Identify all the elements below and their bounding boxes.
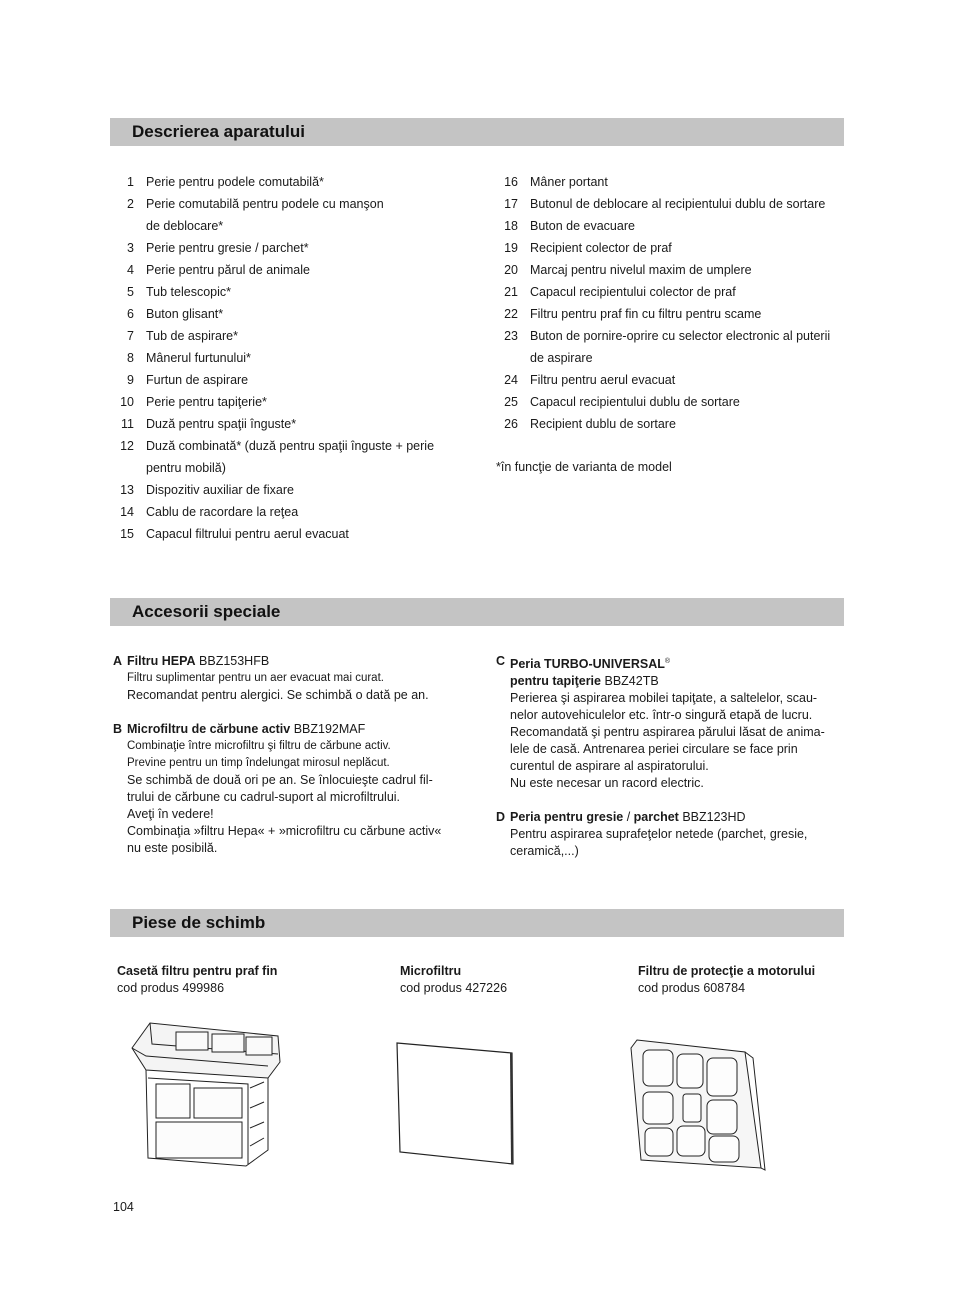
item-number: 25 [504,395,518,409]
accessory-code: BBZ123HD [682,810,746,825]
list-item [494,193,826,215]
list-item [110,391,267,413]
accessory-desc: Perierea şi aspirarea mobilei tapiţate, a saltelelor, scau- [510,691,818,706]
item-label: Perie pentru gresie / parchet* [146,241,309,255]
item-number: 1 [127,175,134,189]
list-item [494,369,676,391]
section-header-description [110,118,844,146]
list-item [110,523,349,545]
accessory-name: Peria pentru gresie [510,810,624,825]
page-number: 104 [113,1200,134,1214]
spare-part-3 [638,963,815,997]
item-number: 16 [504,175,518,189]
item-number: 13 [120,483,134,497]
parts-list-right [494,171,831,435]
name-separator: / [623,810,634,825]
item-label-continued: pentru mobilă) [146,461,226,475]
item-label: Capacul recipientului colector de praf [530,285,736,299]
accessory-a [113,653,441,857]
section-title: Accesorii speciale [132,602,281,621]
list-item [110,171,324,193]
accessory-name-2: pentru tapiţerie [510,674,601,689]
item-label: Mânerul furtunului* [146,351,251,365]
item-label: Perie pentru părul de animale [146,263,310,277]
item-label: Buton de evacuare [530,219,635,233]
item-number: 21 [504,285,518,299]
accessory-code: BBZ42TB [604,674,659,689]
item-number: 24 [504,373,518,387]
spare-part-code: cod produs 608784 [638,981,746,995]
accessory-c [496,653,825,860]
list-item [110,435,435,457]
item-number: 3 [127,241,134,255]
accessory-desc: ceramică,...) [510,844,579,859]
accessory-desc: Se schimbă de două ori pe an. Se înlocuieşte cadrul fil- [127,773,433,787]
spare-part-title: Microfiltru [400,964,462,978]
item-label: Tub telescopic* [146,285,231,299]
item-label: Buton de pornire-oprire cu selector electronic al puterii [530,329,831,343]
accessory-name: Filtru HEPA [127,654,196,668]
item-number: 20 [504,263,518,277]
list-item [110,259,310,281]
item-number: 15 [120,527,134,541]
parts-list-left [110,171,435,545]
item-label: Perie pentru podele comutabilă* [146,175,324,189]
item-number: 2 [127,197,134,211]
list-item [494,259,752,281]
spare-part-1 [117,963,277,997]
item-number: 12 [120,439,134,453]
item-label: Cablu de racordare la reţea [146,505,299,519]
item-label: Filtru pentru aerul evacuat [530,373,676,387]
list-item [494,281,736,303]
accessory-desc: Nu este necesar un racord electric. [510,776,704,791]
list-item [110,369,249,391]
spare-part-2 [400,963,507,997]
microfilter-illustration [394,1040,516,1166]
accessory-letter: C [496,654,506,668]
list-item [110,479,294,501]
spare-part-title: Filtru de protecţie a motorului [638,964,816,978]
list-item [110,413,297,435]
item-number: 7 [127,329,134,343]
item-number: 11 [121,417,134,431]
item-label: Mâner portant [530,175,608,189]
list-item [110,281,231,303]
spare-part-title: Casetă filtru pentru praf fin [117,964,278,978]
accessory-letter: A [113,654,123,668]
list-item [110,237,309,259]
item-number: 14 [120,505,134,519]
accessory-desc: nelor autovehiculelor etc. într-o singură etapă de lucru. [510,708,813,723]
list-item [494,303,762,325]
accessory-desc: Recomandat pentru alergici. Se schimbă o dată pe an. [127,688,429,702]
motor-filter-illustration [627,1036,767,1174]
accessory-desc: Combinaţia »filtru Hepa« + »microfiltru cu cărbune activ« [127,824,442,838]
section-header-accessories [110,598,844,626]
item-number: 26 [504,417,518,431]
item-label-continued: de deblocare* [146,219,224,233]
accessory-desc: Filtru suplimentar pentru un aer evacuat mai curat. [127,672,384,684]
item-label-continued: de aspirare [530,351,593,365]
item-label: Recipient colector de praf [530,241,672,255]
accessory-desc: trului de cărbune cu cadrul-suport al microfiltrului. [127,790,401,804]
item-number: 5 [127,285,134,299]
item-label: Perie pentru tapiţerie* [146,395,267,409]
list-item [110,347,251,369]
list-item [110,303,226,325]
section-title: Descrierea aparatului [132,122,305,141]
item-number: 10 [120,395,134,409]
item-label: Buton glisant* [146,307,224,321]
item-label: Tub de aspirare* [146,329,238,343]
accessory-code: BBZ192MAF [293,722,366,736]
item-label: Marcaj pentru nivelul maxim de umplere [530,263,752,277]
item-label: Furtun de aspirare [146,373,249,387]
list-item [494,325,831,347]
item-number: 17 [504,197,518,211]
item-label: Filtru pentru praf fin cu filtru pentru scame [530,307,762,321]
item-number: 4 [127,263,134,277]
item-number: 8 [127,351,134,365]
item-number: 23 [504,329,518,343]
item-number: 19 [504,241,518,255]
accessory-desc: lele de casă. Antrenarea periei circulare se face prin [510,742,798,757]
item-number: 22 [504,307,518,321]
accessory-name: Microfiltru de cărbune activ [127,722,291,736]
item-label: Duză combinată* (duză pentru spaţii înguste + perie [146,439,435,453]
list-item [110,501,299,523]
list-item [494,237,672,259]
item-label: Perie comutabilă pentru podele cu manşon [146,197,384,211]
item-label: Dispozitiv auxiliar de fixare [146,483,294,497]
list-item [110,325,238,347]
accessory-desc: Previne pentru un timp îndelungat mirosul neplăcut. [127,757,390,769]
accessory-code: BBZ153HFB [199,654,270,668]
spare-part-code: cod produs 427226 [400,981,508,995]
filter-cassette-illustration [128,1018,293,1170]
accessory-desc: Aveţi în vedere! [127,807,214,821]
model-note: *în funcţie de varianta de model [496,460,672,474]
list-item [494,391,740,413]
list-item [110,193,384,215]
item-label: Recipient dublu de sortare [530,417,676,431]
accessory-desc: Pentru aspirarea suprafeţelor netede (parchet, gresie, [510,827,808,842]
accessory-desc: nu este posibilă. [127,841,218,855]
accessory-name-2: parchet [633,810,679,825]
item-label: Capacul filtrului pentru aerul evacuat [146,527,349,541]
accessory-letter: B [113,722,123,736]
accessory-desc: Combinaţie între microfiltru şi filtru de cărbune activ. [127,740,391,752]
accessory-name: Peria TURBO-UNIVERSAL [510,657,665,672]
item-label: Capacul recipientului dublu de sortare [530,395,740,409]
list-item [494,215,635,237]
section-title: Piese de schimb [132,913,266,932]
list-item [494,413,676,435]
item-label: Butonul de deblocare al recipientului dublu de sortare [530,197,826,211]
accessory-desc: Recomandată şi pentru aspirarea părului lăsat de anima- [510,725,825,740]
list-item [494,171,608,193]
item-label: Duză pentru spaţii înguste* [146,417,297,431]
item-number: 6 [127,307,134,321]
registered-mark: ® [664,658,671,665]
item-number: 9 [127,373,134,387]
accessory-desc: curentul de aspirare al aspiratorului. [510,759,709,774]
accessory-letter: D [496,810,506,825]
section-header-spares [110,909,844,937]
spare-part-code: cod produs 499986 [117,981,225,995]
item-number: 18 [504,219,518,233]
